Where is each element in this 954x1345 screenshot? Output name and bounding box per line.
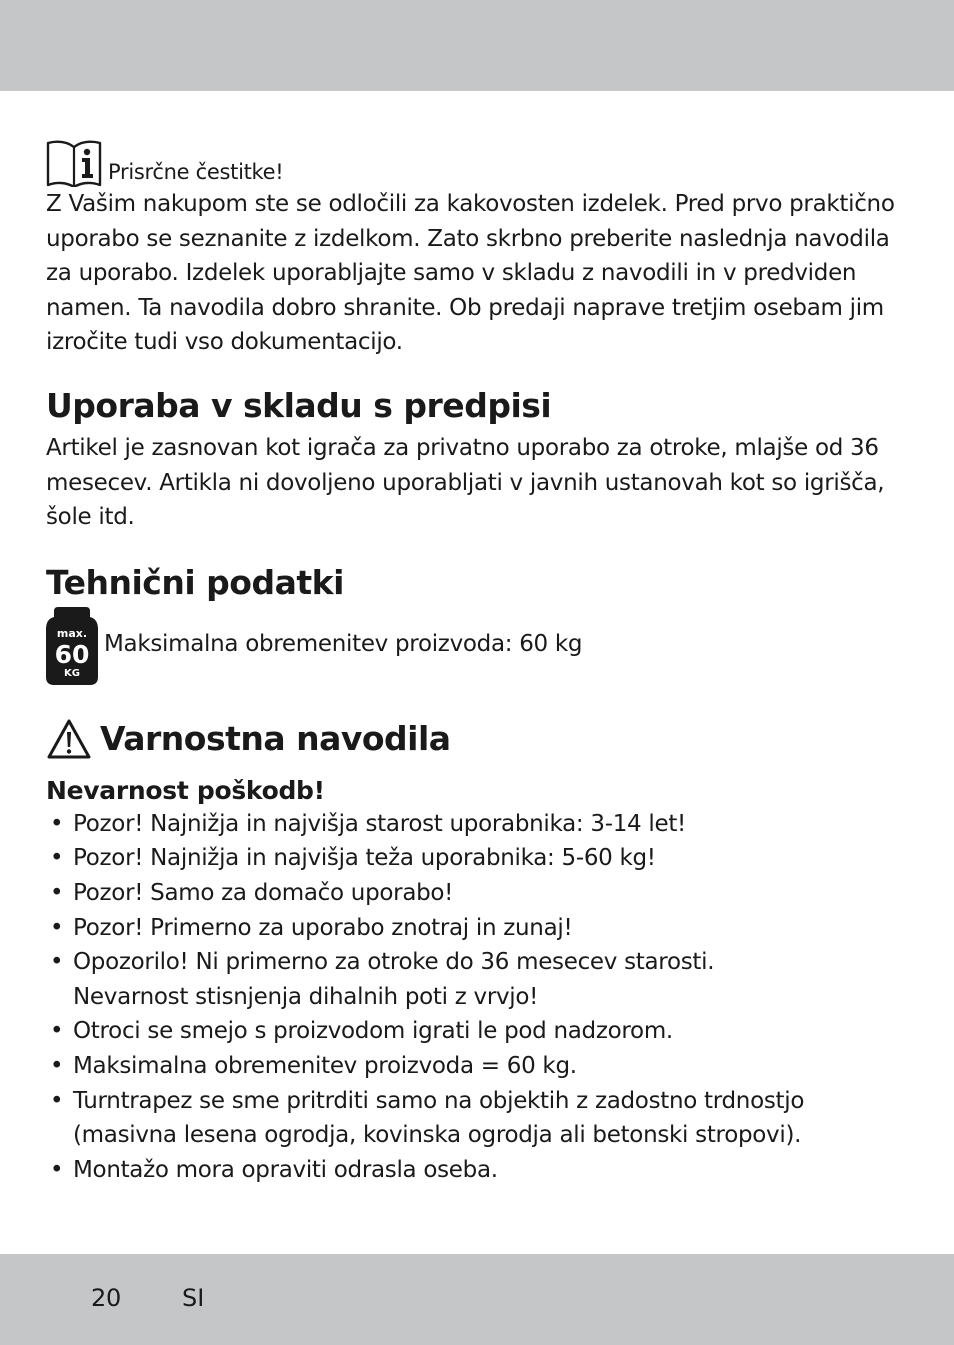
- safety-item: • Montažo mora opraviti odrasla oseba.: [46, 1153, 908, 1188]
- max-weight-icon: [46, 605, 98, 685]
- technical-heading: Tehnični podatki: [46, 562, 344, 602]
- footer-band: [0, 1254, 954, 1345]
- safety-item: • Otroci se smejo s proizvodom igrati le pod nadzorom.: [46, 1014, 908, 1049]
- safety-list: [46, 807, 908, 1188]
- max-load-row: [46, 605, 908, 685]
- weight-icon-value: 60: [54, 639, 90, 669]
- info-book-icon: [46, 137, 102, 187]
- safety-item: • Pozor! Najnižja in najvišja teža uporabnika: 5-60 kg!: [46, 841, 908, 876]
- safety-item: • Pozor! Samo za domačo uporabo!: [46, 876, 908, 911]
- intro-paragraph: Z Vašim nakupom ste se odločili za kakovosten izdelek. Pred prvo praktično uporabo se seznanite z izdelkom. Zato skrbno preberite naslednja navodila za uporabo. Izdelek uporabljajte samo v skladu z navodili in v predviden namen. Ta navodila dobro shranite. Ob predaji naprave tretjim osebam jim izročite tudi vso dokumentacijo.: [46, 191, 895, 356]
- page-content: [46, 130, 908, 1187]
- page-number: 20: [91, 1284, 121, 1312]
- safety-item: • Maksimalna obremenitev proizvoda = 60 kg.: [46, 1049, 908, 1084]
- max-load-text: Maksimalna obremenitev proizvoda: 60 kg: [104, 631, 583, 658]
- language-code: SI: [182, 1284, 205, 1312]
- usage-heading: Uporaba v skladu s predpisi: [46, 385, 552, 425]
- header-band: [0, 0, 954, 91]
- safety-heading: Varnostna navodila: [100, 718, 451, 758]
- intro-greeting-row: [46, 130, 908, 187]
- safety-item: • Turntrapez se sme pritrditi samo na objektih z zadostno trdnostjo (masivna lesena ogrodja, kovinska ogrodja ali betonski stropovi).: [46, 1084, 908, 1153]
- weight-icon-unit: KG: [64, 667, 80, 679]
- safety-item: • Pozor! Najnižja in najvišja starost uporabnika: 3-14 let!: [46, 807, 908, 842]
- safety-item: • Pozor! Primerno za uporabo znotraj in zunaj!: [46, 911, 908, 946]
- weight-icon-top: max.: [56, 626, 88, 640]
- safety-subheading: Nevarnost poškodb!: [46, 775, 325, 805]
- safety-heading-row: [46, 711, 908, 767]
- usage-paragraph: Artikel je zasnovan kot igrača za privatno uporabo za otroke, mlajše od 36 mesecev. Artikla ni dovoljeno uporabljati v javnih ustanovah kot so igrišča, šole itd.: [46, 434, 885, 531]
- safety-item: • Opozorilo! Ni primerno za otroke do 36 mesecev starosti. Nevarnost stisnjenja dihalnih poti z vrvjo!: [46, 945, 733, 1014]
- intro-greeting: Prisrčne čestitke!: [108, 160, 284, 184]
- warning-triangle-icon: [46, 717, 92, 761]
